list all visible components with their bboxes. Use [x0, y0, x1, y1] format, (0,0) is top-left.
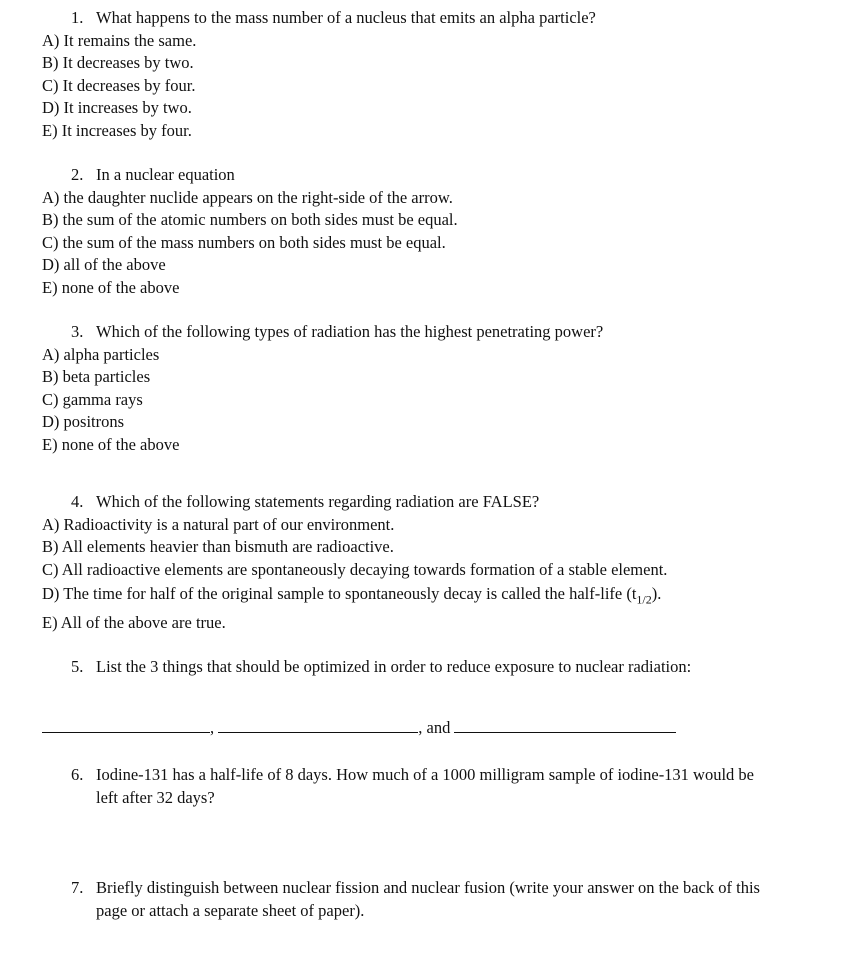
question-1	[0, 7, 820, 142]
question-4-text: Which of the following statements regarding radiation are FALSE?	[96, 492, 540, 511]
question-2-option-b: B) the sum of the atomic numbers on both sides must be equal.	[42, 210, 458, 229]
question-2-number: 2.	[71, 165, 84, 184]
half-life-subscript: 1/2	[636, 592, 652, 607]
question-3	[0, 321, 820, 456]
question-3-option-d: D) positrons	[42, 412, 125, 431]
question-4-number: 4.	[71, 492, 84, 511]
question-3-option-b: B) beta particles	[42, 367, 151, 386]
question-1-option-d: D) It increases by two.	[42, 98, 192, 117]
question-1-option-b: B) It decreases by two.	[42, 53, 194, 72]
question-1-number: 1.	[71, 8, 84, 27]
question-2-stem	[0, 164, 820, 187]
question-5-stem	[0, 655, 716, 679]
question-3-option-e: E) none of the above	[42, 434, 180, 454]
question-7-stem	[0, 876, 764, 922]
question-6-number: 6.	[71, 765, 84, 784]
question-4-option-b: B) All elements heavier than bismuth are radioactive.	[42, 537, 394, 556]
question-6-text: Iodine-131 has a half-life of 8 days. How much of a 1000 milligram sample of iodine-131 would be left after 32 days?	[96, 765, 755, 807]
question-1-option-e: E) It increases by four.	[42, 120, 192, 140]
question-4-option-d-text: D) The time for half of the original sample to spontaneously decay is called the half-life (t	[42, 584, 637, 603]
question-7-number: 7.	[71, 878, 84, 897]
answer-blank-2[interactable]	[218, 716, 418, 733]
question-4-option-e: E) All of the above are true.	[42, 613, 226, 633]
question-6-stem	[0, 763, 756, 809]
question-5-answer-blanks	[42, 716, 676, 739]
question-3-stem	[0, 321, 820, 344]
question-4-option-d-end: ).	[651, 584, 662, 603]
question-4	[0, 491, 820, 635]
question-1-option-c: C) It decreases by four.	[42, 75, 196, 95]
question-4-stem	[0, 491, 820, 514]
question-4-option-d	[0, 581, 820, 612]
answer-blank-1[interactable]	[42, 716, 210, 733]
blank-and-label: and	[426, 718, 451, 737]
question-4-option-a: A) Radioactivity is a natural part of our environment.	[42, 514, 395, 534]
answer-blank-3[interactable]	[454, 716, 676, 733]
question-1-option-a: A) It remains the same.	[42, 30, 197, 50]
question-3-number: 3.	[71, 322, 84, 341]
question-3-option-c: C) gamma rays	[42, 389, 143, 409]
question-3-options	[0, 344, 820, 457]
question-4-option-c: C) All radioactive elements are spontaneously decaying towards formation of a stable element.	[42, 559, 668, 579]
question-3-text: Which of the following types of radiation has the highest penetrating power?	[96, 322, 604, 341]
question-2-option-a: A) the daughter nuclide appears on the right-side of the arrow.	[42, 187, 453, 207]
question-2-option-c: C) the sum of the mass numbers on both sides must be equal.	[42, 232, 446, 252]
question-2-option-e: E) none of the above	[42, 277, 180, 297]
question-7-text: Briefly distinguish between nuclear fission and nuclear fusion (write your answer on the back of this page or attach a separate sheet of paper).	[96, 878, 760, 920]
question-2-option-d: D) all of the above	[42, 255, 166, 274]
question-7	[0, 876, 820, 922]
question-6	[0, 763, 820, 809]
question-2-text: In a nuclear equation	[96, 165, 235, 184]
question-1-stem	[0, 7, 820, 30]
question-5	[0, 655, 820, 679]
blank-comma-2: ,	[418, 718, 423, 737]
question-3-option-a: A) alpha particles	[42, 344, 160, 364]
question-1-text: What happens to the mass number of a nucleus that emits an alpha particle?	[96, 8, 596, 27]
question-2	[0, 164, 820, 299]
question-5-number: 5.	[71, 657, 84, 676]
blank-comma-1: ,	[210, 718, 215, 737]
question-4-options	[0, 514, 820, 635]
question-1-options	[0, 30, 820, 143]
question-5-text: List the 3 things that should be optimized in order to reduce exposure to nuclear radiation:	[96, 657, 692, 676]
question-2-options	[0, 187, 820, 300]
